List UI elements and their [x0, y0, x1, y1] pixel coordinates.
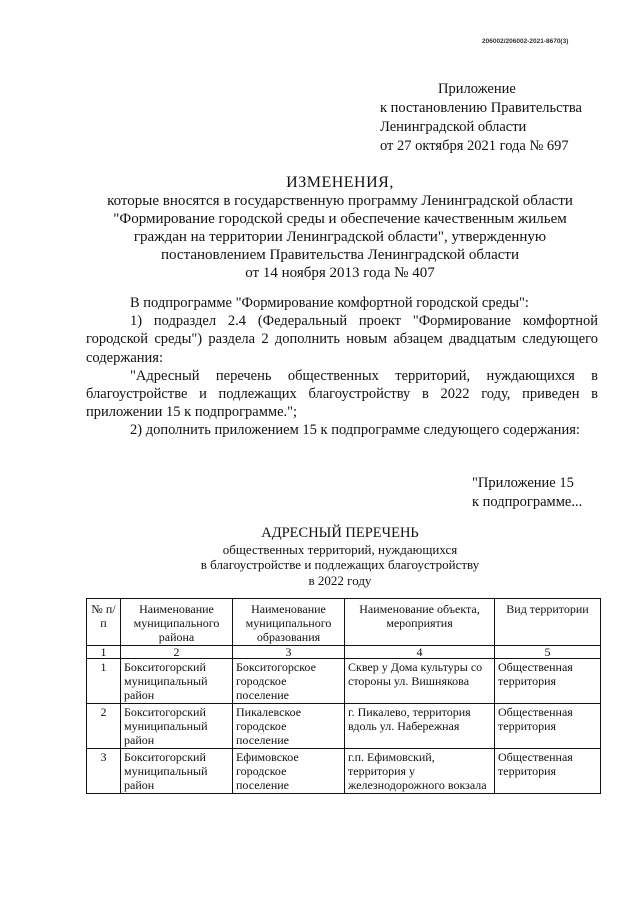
- appendix-line: к постановлению Правительства: [380, 100, 582, 116]
- paragraph: В подпрограмме "Формирование комфортной городской среды":: [130, 295, 529, 311]
- list-title-heading: АДРЕСНЫЙ ПЕРЕЧЕНЬ: [261, 525, 419, 541]
- column-header-district: Наименование муниципального района: [121, 599, 233, 646]
- table-index-row: [87, 646, 601, 659]
- document-title: [60, 174, 620, 282]
- district-cell: Бокситогорский муниципальный район: [121, 749, 233, 794]
- table-row: [87, 659, 601, 704]
- row-number: 1: [87, 659, 121, 704]
- row-number: 3: [87, 749, 121, 794]
- title-line: "Формирование городской среды и обеспечение качественным жильем: [113, 211, 567, 227]
- index-cell: 2: [121, 646, 233, 659]
- index-cell: 3: [233, 646, 345, 659]
- object-cell: г. Пикалево, территория вдоль ул. Набережная: [345, 704, 495, 749]
- district-cell: Бокситогорский муниципальный район: [121, 659, 233, 704]
- sub-appendix-header: [472, 474, 622, 511]
- address-list-table: [86, 598, 601, 794]
- list-title-line: в благоустройстве и подлежащих благоустройству: [200, 557, 480, 573]
- district-cell: Бокситогорский муниципальный район: [121, 704, 233, 749]
- list-title: [80, 526, 600, 588]
- title-line: граждан на территории Ленинградской области", утвержденную: [133, 229, 547, 245]
- list-title-line: в 2022 году: [308, 572, 372, 588]
- territory-type-cell: Общественная территория: [495, 704, 601, 749]
- sub-appendix-line: к подпрограмме...: [472, 493, 583, 510]
- title-heading: ИЗМЕНЕНИЯ,: [286, 174, 394, 191]
- municipality-cell: Пикалевское городское поселение: [233, 704, 345, 749]
- table-row: [87, 704, 601, 749]
- list-title-line: общественных территорий, нуждающихся: [222, 541, 458, 557]
- column-header-territory-type: Вид территории: [495, 599, 601, 646]
- index-cell: 5: [495, 646, 601, 659]
- territory-type-cell: Общественная территория: [495, 749, 601, 794]
- title-line: постановлением Правительства Ленинградской области: [161, 247, 519, 263]
- sub-appendix-line: "Приложение 15: [472, 475, 574, 491]
- index-cell: 1: [87, 646, 121, 659]
- appendix-line: Приложение: [438, 81, 516, 97]
- document-registration-number: 206002/206002-2021-8670(3): [482, 38, 569, 45]
- appendix-line: Ленинградской области: [380, 119, 527, 135]
- table-row: [87, 749, 601, 794]
- body-text: [86, 294, 598, 440]
- appendix-header: [380, 80, 630, 156]
- title-line: от 14 ноября 2013 года № 407: [245, 265, 435, 281]
- column-header-object: Наименование объекта, мероприятия: [345, 599, 495, 646]
- municipality-cell: Ефимовское городское поселение: [233, 749, 345, 794]
- municipality-cell: Бокситогорское городское поселение: [233, 659, 345, 704]
- object-cell: Сквер у Дома культуры со стороны ул. Вишнякова: [345, 659, 495, 704]
- column-header-number: № п/п: [87, 599, 121, 646]
- table-header-row: [87, 599, 601, 646]
- row-number: 2: [87, 704, 121, 749]
- territory-type-cell: Общественная территория: [495, 659, 601, 704]
- index-cell: 4: [345, 646, 495, 659]
- paragraph: "Адресный перечень общественных территорий, нуждающихся в благоустройстве и подлежащих благоустройству в 2022 году, приведен в приложении 15 к подпрограмме.";: [86, 367, 598, 421]
- column-header-municipality: Наименование муниципального образования: [233, 599, 345, 646]
- paragraph: 1) подраздел 2.4 (Федеральный проект "Формирование комфортной городской среды") раздела 2 дополнить новым абзацем двадцатым следующего содержания:: [86, 313, 598, 366]
- paragraph: 2) дополнить приложением 15 к подпрограмме следующего содержания:: [130, 422, 580, 439]
- title-line: которые вносятся в государственную программу Ленинградской области: [107, 193, 573, 209]
- appendix-line: от 27 октября 2021 года № 697: [380, 138, 569, 154]
- object-cell: г.п. Ефимовский, территория у железнодорожного вокзала: [345, 749, 495, 794]
